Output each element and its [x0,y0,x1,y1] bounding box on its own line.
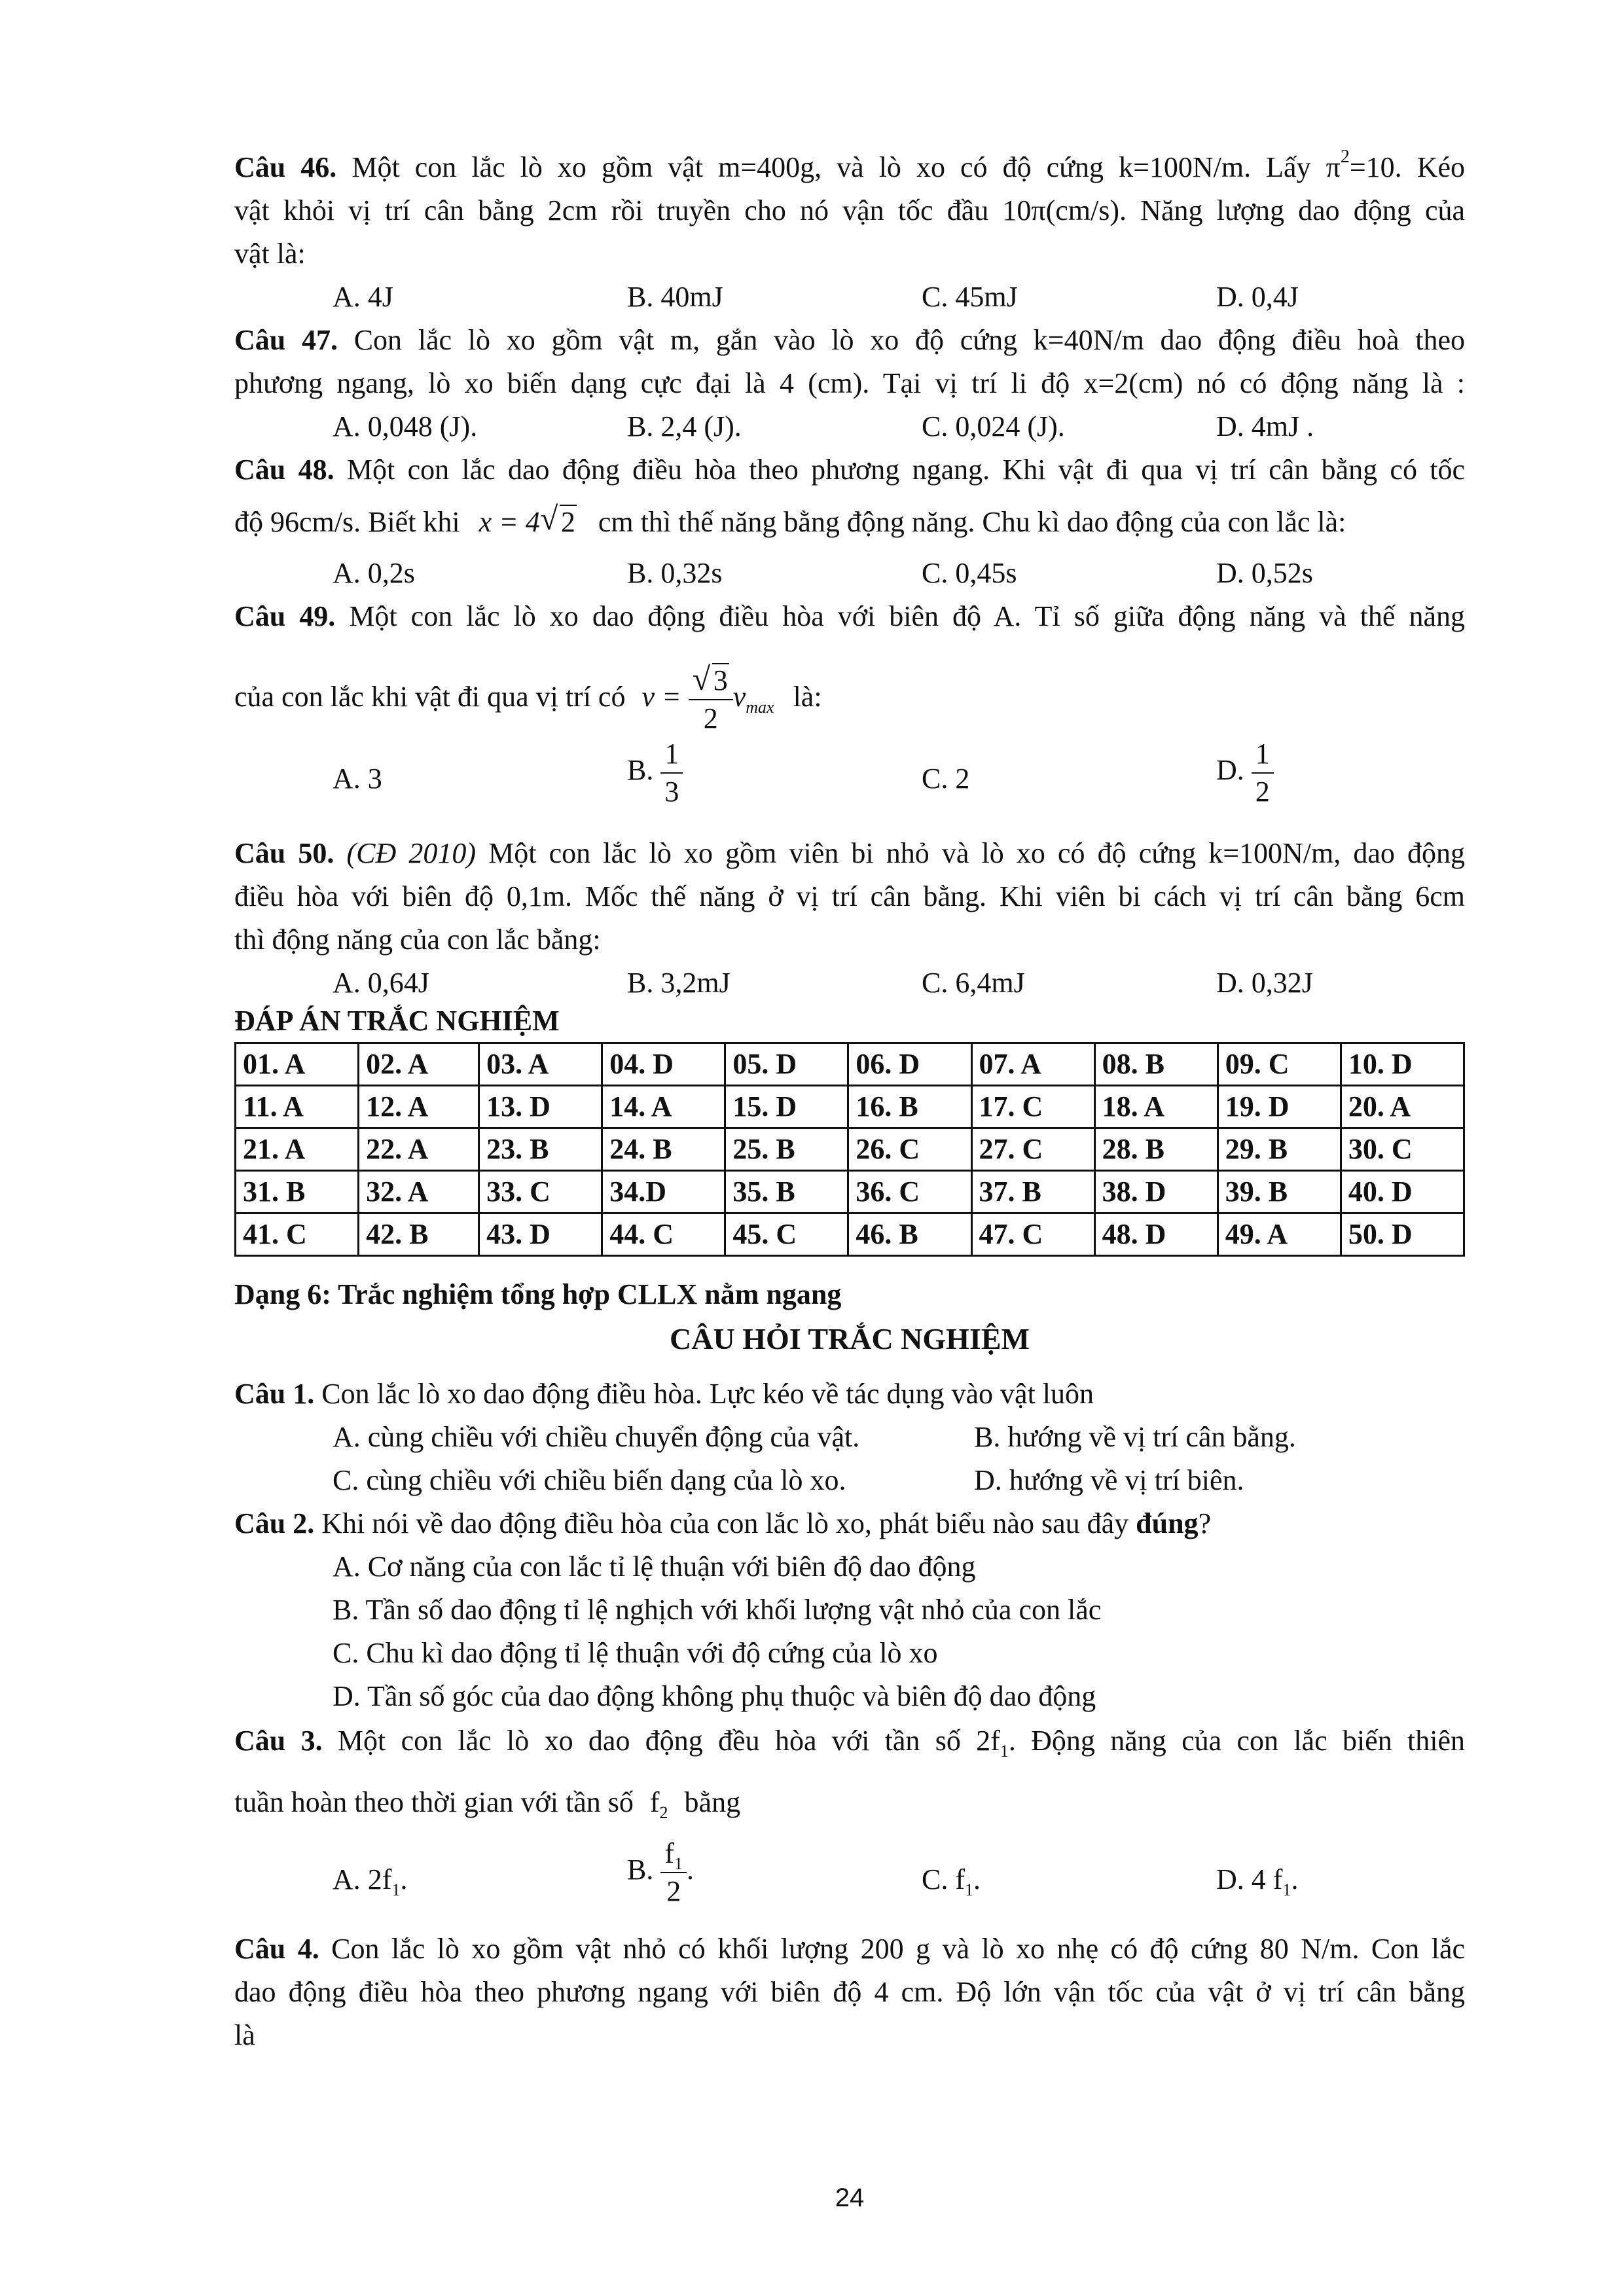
c3-line-1: Câu 3. Một con lắc lò xo dao động đều hòa với tần số $2f_1$. Động năng của con lắc biến thiên [234,1725,1465,1761]
answer-cell: 09. C [1218,1043,1341,1086]
answer-cell: 11. A [236,1086,359,1128]
q49-option-b: B. $\frac{1}{3}$ [627,740,683,806]
answer-cell: 40. D [1341,1171,1464,1213]
q50-line-2: điều hòa với biên độ 0,1m. Mốc thế năng ở vị trí cân bằng. Khi viên bi cách vị trí cân bằng 6cm [234,880,1465,912]
q49-option-a: A. 3 [333,762,382,795]
q49-line-2: của con lắc khi vật đi qua vị trí có v = √ 3 2 $v_{max}$ là: [234,660,822,734]
q49-line-1: Câu 49. Một con lắc lò xo dao động điều hòa với biên độ A. Tỉ số giữa động năng và thế năng [234,600,1466,632]
answer-cell: 42. B [359,1213,479,1256]
answer-cell: 01. A [236,1043,359,1086]
answer-cell: 15. D [725,1086,848,1128]
answer-cell: 37. B [971,1171,1094,1213]
answer-row [236,1086,1464,1128]
answer-cell: 21. A [236,1128,359,1171]
answer-cell: 13. D [479,1086,602,1128]
answer-cell: 07. A [971,1043,1094,1086]
q47-option-d: D. 4mJ . [1216,410,1314,442]
q47-option-a: A. 0,048 (J). [333,410,478,442]
c1-option-c: C. cùng chiều với chiều biến dạng của lò xo. [333,1464,846,1496]
answer-key-heading: ĐÁP ÁN TRẮC NGHIỆM [234,1005,560,1037]
answer-cell: 23. B [479,1128,602,1171]
q47-label: Câu 47. [234,324,338,356]
c4-line-2: dao động điều hòa theo phương ngang với biên độ 4 cm. Độ lớn vận tốc của vật ở vị trí cân bằng [234,1976,1465,2008]
answer-cell: 41. C [236,1213,359,1256]
answer-row [236,1171,1464,1213]
answer-cell: 47. C [971,1213,1094,1256]
c2-label: Câu 2. [234,1507,315,1539]
q49-option-d: D. $\frac{1}{2}$ [1216,740,1274,806]
q46-line-3: vật là: [234,238,306,270]
answer-cell: 22. A [359,1128,479,1171]
c4-line-1: Câu 4. Con lắc lò xo gồm vật nhỏ có khối lượng 200 g và lò xo nhẹ có độ cứng 80 N/m. Con lắc [234,1933,1465,1965]
answer-cell: 18. A [1094,1086,1218,1128]
q50-option-d: D. 0,32J [1216,967,1313,999]
q50-option-b: B. 3,2mJ [627,967,731,999]
answer-cell: 33. C [479,1171,602,1213]
answer-cell: 02. A [359,1043,479,1086]
answer-cell: 49. A [1218,1213,1341,1256]
q48-line-1: Câu 48. Một con lắc dao động điều hòa theo phương ngang. Khi vật đi qua vị trí cân bằng có tốc [234,454,1466,486]
answer-cell: 48. D [1094,1213,1218,1256]
square-root: √ 2 [539,500,575,538]
answer-cell: 25. B [725,1128,848,1171]
q46-option-c: C. 45mJ [922,281,1018,313]
answer-cell: 34.D [602,1171,725,1213]
answer-cell: 46. B [848,1213,971,1256]
c1-option-a: A. cùng chiều với chiều chuyển động của vật. [333,1421,860,1453]
q46-label: Câu 46. [234,151,337,183]
answer-cell: 08. B [1094,1043,1218,1086]
page-number: 24 [835,2183,865,2212]
answer-cell: 32. A [359,1171,479,1213]
c1-option-d: D. hướng về vị trí biên. [974,1464,1244,1496]
section-heading: Dạng 6: Trắc nghiệm tổng hợp CLLX nằm ngang [234,1278,842,1310]
answer-cell: 20. A [1341,1086,1464,1128]
c3-option-d: D. 4 $f_1$. [1216,1863,1299,1899]
answer-cell: 50. D [1341,1213,1464,1256]
c4-label: Câu 4. [234,1933,319,1965]
c3-option-c: C. $f_1$. [922,1863,981,1899]
q48-option-d: D. 0,52s [1216,557,1313,589]
answer-cell: 16. B [848,1086,971,1128]
document-page [234,0,1465,2296]
answer-row [236,1213,1464,1256]
answer-cell: 28. B [1094,1128,1218,1171]
answer-cell: 30. C [1341,1128,1464,1171]
answer-cell: 17. C [971,1086,1094,1128]
c3-label: Câu 3. [234,1725,323,1757]
q49-label: Câu 49. [234,600,336,632]
q46-option-d: D. 0,4J [1216,281,1299,313]
q47-option-b: B. 2,4 (J). [627,410,742,442]
c4-line-3: là [234,2019,255,2051]
answer-cell: 04. D [602,1043,725,1086]
q47-option-c: C. 0,024 (J). [922,410,1065,442]
q46-line-2: vật khỏi vị trí cân bằng 2cm rồi truyền cho nó vận tốc đầu 10π(cm/s). Năng lượng dao động của [234,194,1465,226]
q50-source: (CĐ 2010) [346,837,477,869]
answer-cell: 45. C [725,1213,848,1256]
q48-option-a: A. 0,2s [333,557,415,589]
answer-cell: 36. C [848,1171,971,1213]
answer-cell: 05. D [725,1043,848,1086]
q48-line-2: độ 96cm/s. Biết khi x = 4 √ 2 cm thì thế năng bằng động năng. Chu kì dao động của con lắc là: [234,503,1346,542]
q47-line-1: Câu 47. Con lắc lò xo gồm vật m, gắn vào lò xo độ cứng k=40N/m dao động điều hoà theo [234,324,1466,356]
c3-option-a: A. $2f_1$. [333,1863,408,1899]
q46-option-a: A. 4J [333,281,393,313]
answer-cell: 44. C [602,1213,725,1256]
c2-option-a: A. Cơ năng của con lắc tỉ lệ thuận với biên độ dao động [333,1551,976,1583]
answer-cell: 12. A [359,1086,479,1128]
c2-stem: Câu 2. Khi nói về dao động điều hòa của con lắc lò xo, phát biểu nào sau đây đúng? [234,1507,1212,1539]
answer-row [236,1043,1464,1086]
c2-option-d: D. Tần số góc của dao động không phụ thuộc và biên độ dao động [333,1680,1096,1712]
answer-cell: 24. B [602,1128,725,1171]
answer-cell: 39. B [1218,1171,1341,1213]
questions-heading: CÂU HỎI TRẮC NGHIỆM [670,1322,1030,1355]
answer-cell: 03. A [479,1043,602,1086]
answer-cell: 27. C [971,1128,1094,1171]
answer-cell: 35. B [725,1171,848,1213]
c1-stem: Câu 1. Con lắc lò xo dao động điều hòa. Lực kéo về tác dụng vào vật luôn [234,1378,1094,1410]
c3-line-2: tuần hoàn theo thời gian với tần số $f_2$ bằng [234,1786,741,1822]
answer-cell: 29. B [1218,1128,1341,1171]
answer-cell: 10. D [1341,1043,1464,1086]
answer-cell: 06. D [848,1043,971,1086]
answer-key-table [234,1042,1465,1257]
q48-math: x = 4 √ 2 [479,506,577,538]
q50-line-3: thì động năng của con lắc bằng: [234,924,601,956]
q50-label: Câu 50. [234,837,334,869]
answer-row [236,1128,1464,1171]
c1-option-b: B. hướng về vị trí cân bằng. [974,1421,1296,1453]
q50-line-1: Câu 50. (CĐ 2010) Một con lắc lò xo gồm viên bi nhỏ và lò xo có độ cứng k=100N/m, dao động [234,837,1465,869]
c2-option-c: C. Chu kì dao động tỉ lệ thuận với độ cứng của lò xo [333,1637,938,1669]
q46-line-1: Câu 46. Một con lắc lò xo gồm vật m=400g, và lò xo có độ cứng k=100N/m. Lấy $\pi^2=10$. Kéo [234,147,1465,183]
c2-option-b: B. Tần số dao động tỉ lệ nghịch với khối lượng vật nhỏ của con lắc [333,1594,1102,1626]
c1-label: Câu 1. [234,1378,315,1410]
answer-cell: 31. B [236,1171,359,1213]
square-root: √ 3 [692,660,728,697]
q50-option-c: C. 6,4mJ [922,967,1025,999]
answer-cell: 26. C [848,1128,971,1171]
q48-label: Câu 48. [234,454,334,486]
q48-option-c: C. 0,45s [922,557,1017,589]
q49-fraction: √ 3 2 [689,666,733,733]
answer-cell: 14. A [602,1086,725,1128]
q48-option-b: B. 0,32s [627,557,723,589]
q49-option-c: C. 2 [922,762,970,795]
q47-line-2: phương ngang, lò xo biến dạng cực đại là 4 (cm). Tại vị trí li độ x=2(cm) nó có động năng là : [234,367,1465,399]
answer-cell: 19. D [1218,1086,1341,1128]
q50-option-a: A. 0,64J [333,967,429,999]
answer-cell: 43. D [479,1213,602,1256]
answer-cell: 38. D [1094,1171,1218,1213]
c3-option-b: B. $\frac{f_1}{2}$ . [627,1837,695,1907]
q46-option-b: B. 40mJ [627,281,723,313]
